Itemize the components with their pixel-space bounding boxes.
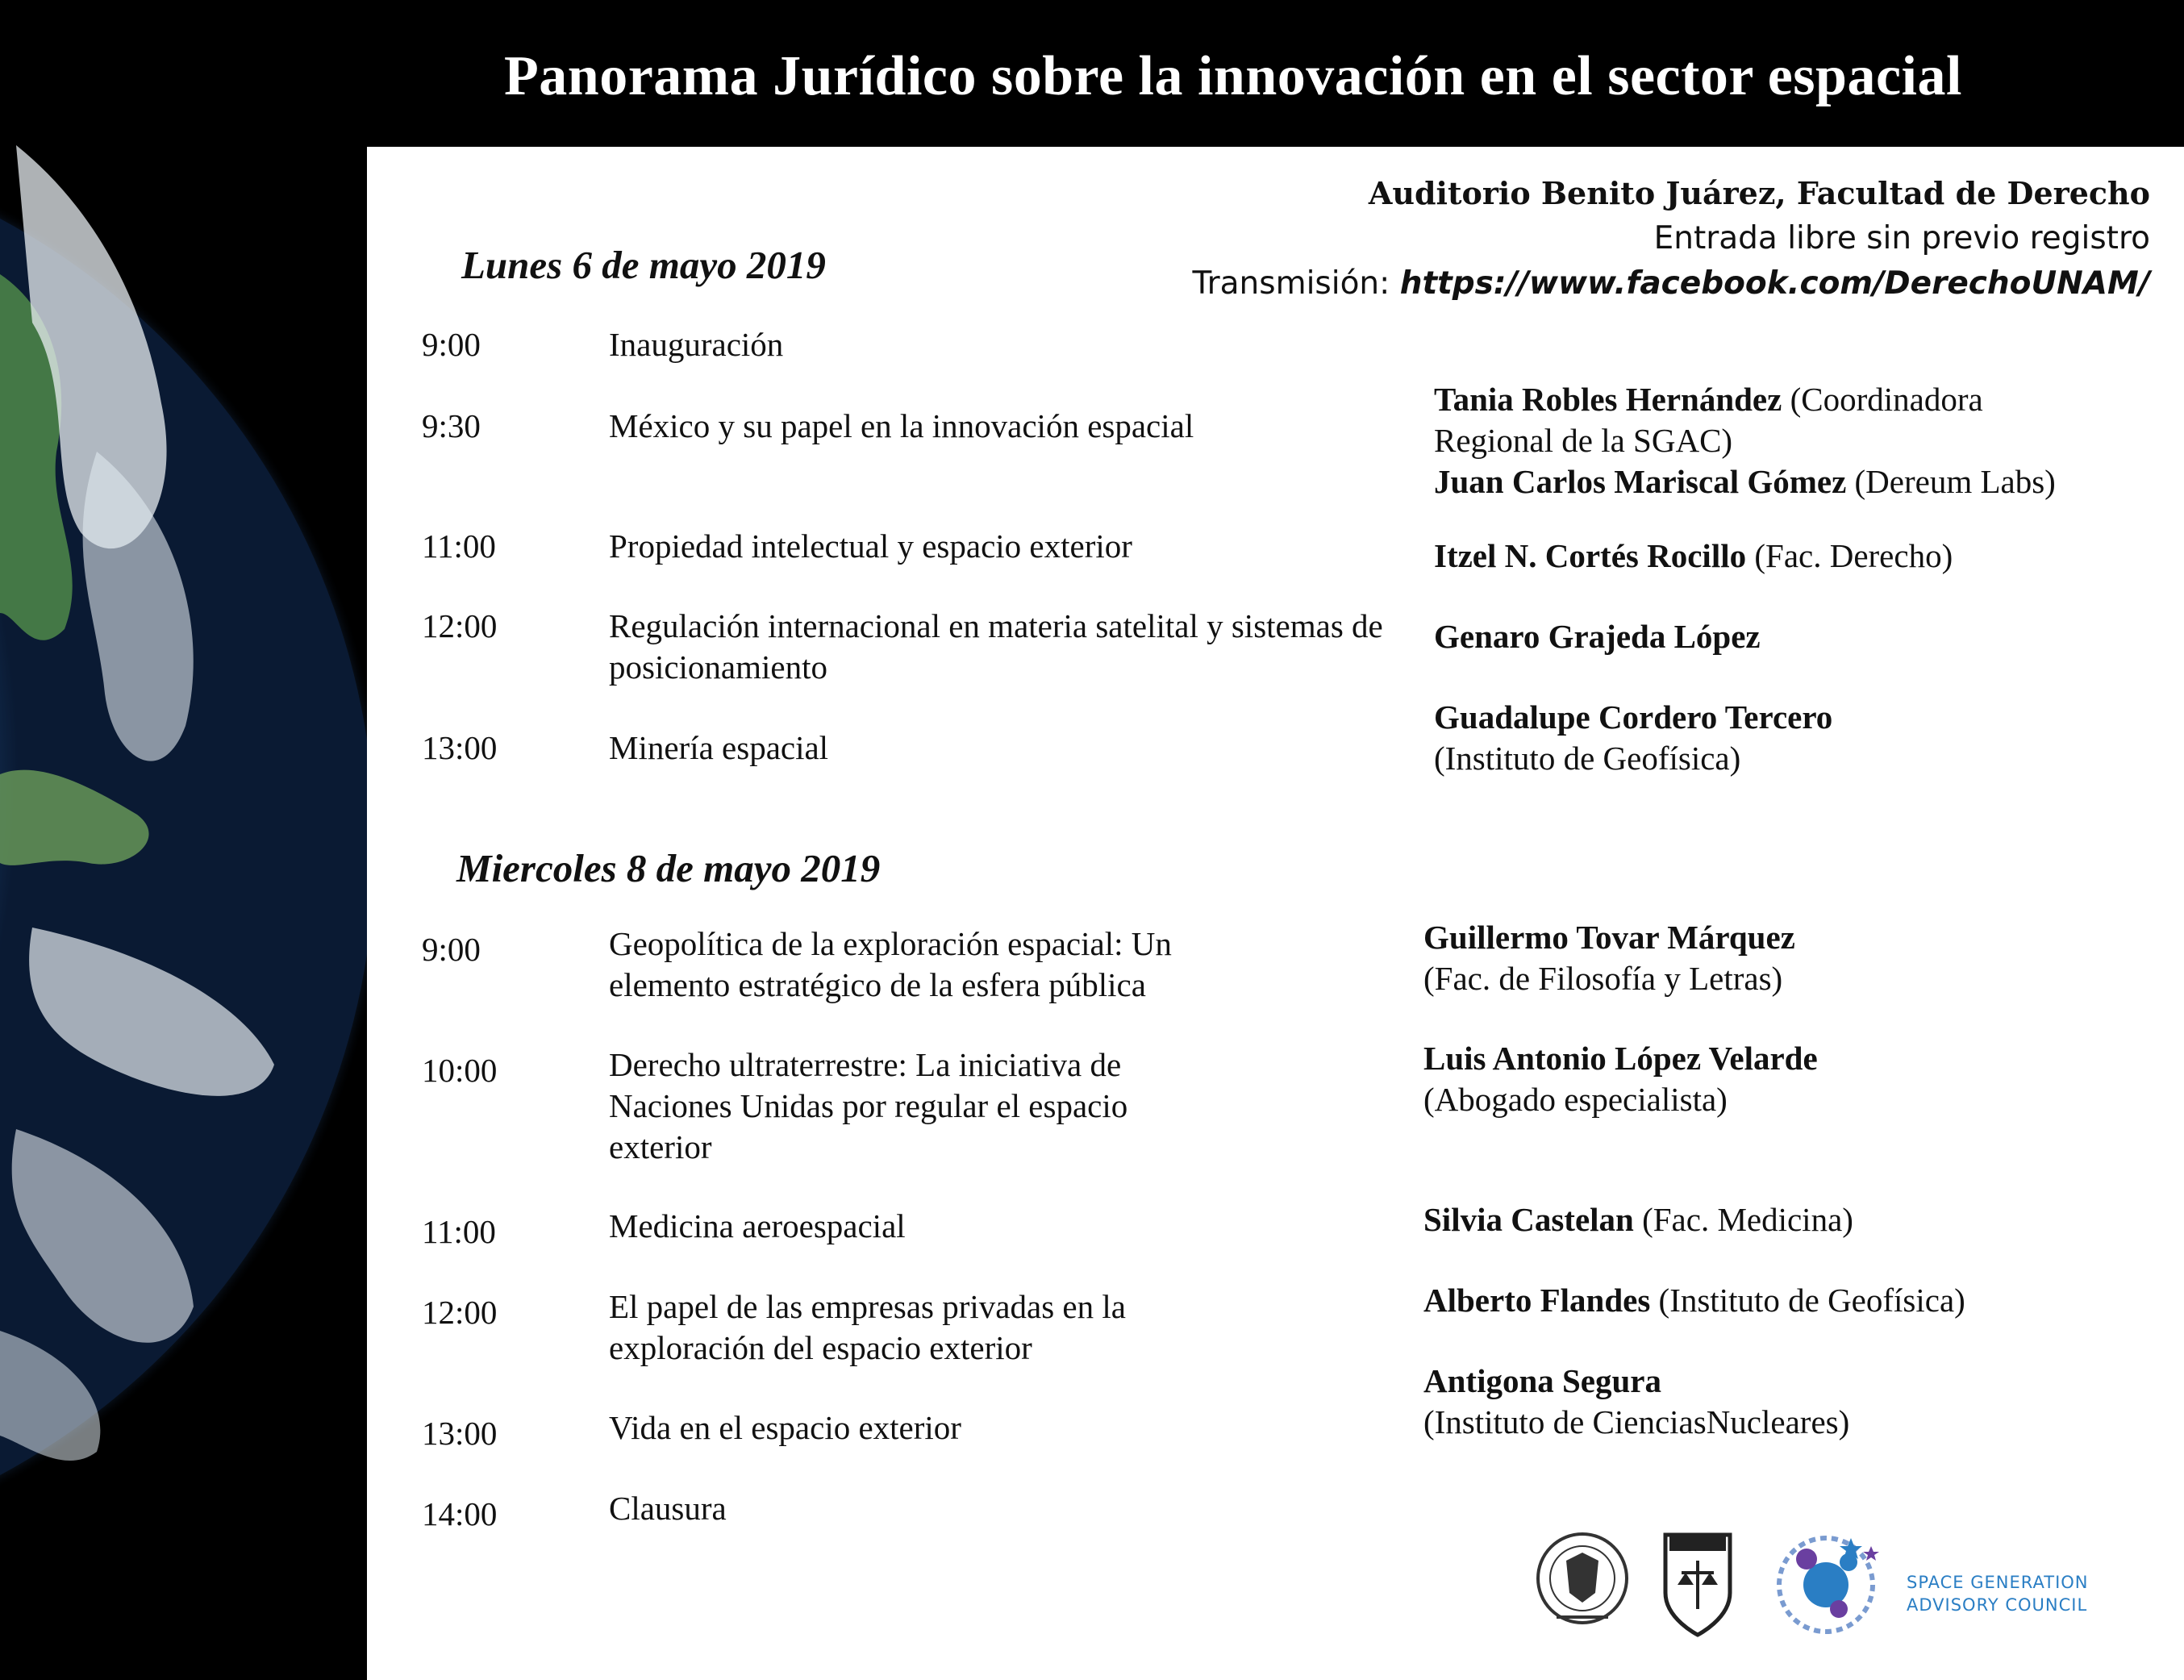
speaker [1434, 697, 1869, 779]
speaker-affiliation: (Dereum Labs) [1846, 463, 2056, 500]
session-time: 9:30 [422, 407, 481, 444]
speaker [1423, 1199, 2149, 1240]
speaker [1434, 461, 2160, 502]
speaker-name: Alberto Flandes [1423, 1282, 1651, 1319]
sgac-line2: ADVISORY COUNCIL [1907, 1595, 2088, 1615]
venue-place: Auditorio Benito Juárez, Facultad de Derecho [1368, 175, 2150, 211]
speaker-name: Itzel N. Cortés Rocillo [1434, 537, 1747, 574]
stream-label: Transmisión: [1192, 265, 1400, 302]
speaker-name: Antigona Segura [1423, 1362, 1662, 1399]
session-topic: El papel de las empresas privadas en la exploración del espacio exterior [609, 1288, 1126, 1366]
sgac-logo-icon [1779, 1538, 1879, 1632]
session-topic: Geopolítica de la exploración espacial: Un elemento estratégico de la esfera pública [609, 925, 1172, 1003]
sgac-line1: SPACE GENERATION [1907, 1573, 2089, 1592]
speaker-affiliation: (Coordinadora Regional de la SGAC) [1434, 381, 1983, 459]
speaker-name: Guillermo Tovar Márquez [1423, 919, 1795, 956]
speaker [1423, 917, 1907, 999]
session-time: 14:00 [422, 1495, 498, 1532]
session-topic: Regulación internacional en materia satelital y sistemas de posicionamiento [609, 607, 1383, 686]
session-topic: Medicina aeroespacial [609, 1207, 906, 1244]
speaker-name: Guadalupe Cordero Tercero [1434, 698, 1833, 736]
session-time: 9:00 [422, 326, 481, 363]
speaker [1423, 1038, 1907, 1120]
session-topic: Propiedad intelectual y espacio exterior [609, 527, 1132, 565]
day-heading: Miercoles 8 de mayo 2019 [456, 846, 881, 890]
session-topic: Vida en el espacio exterior [609, 1409, 961, 1446]
speaker-affiliation: (Instituto de Geofísica) [1650, 1282, 1965, 1319]
session-time: 13:00 [422, 729, 498, 766]
speaker [1423, 1361, 1988, 1443]
session-time: 13:00 [422, 1415, 498, 1452]
speaker-name: Silvia Castelan [1423, 1201, 1634, 1238]
title-bar [367, 0, 2184, 147]
speaker [1434, 616, 2160, 657]
session-topic: Clausura [609, 1490, 727, 1527]
speaker [1434, 379, 2079, 461]
speaker-affiliation: (Instituto de CienciasNucleares) [1423, 1403, 1850, 1440]
stream-link[interactable]: https://www.facebook.com/DerechoUNAM/ [1399, 265, 2150, 302]
speaker-name: Genaro Grajeda López [1434, 618, 1761, 655]
session-time: 9:00 [422, 931, 481, 968]
session-topic: México y su papel en la innovación espacial [609, 407, 1194, 444]
session-time: 12:00 [422, 607, 498, 644]
session-topic: Inauguración [609, 326, 784, 363]
sgac-wordmark [1907, 1571, 2089, 1616]
venue-entry: Entrada libre sin previo registro [1653, 220, 2150, 256]
day-heading: Lunes 6 de mayo 2019 [461, 243, 826, 287]
speaker-name: Tania Robles Hernández [1434, 381, 1782, 418]
speaker-affiliation: (Fac. de Filosofía y Letras) [1423, 960, 1783, 997]
earth-image [0, 0, 367, 1680]
page-title: Panorama Jurídico sobre la innovación en el sector espacial [504, 45, 1962, 107]
venue-stream [1193, 261, 2150, 306]
facultad-derecho-shield-icon [1665, 1535, 1730, 1635]
speaker [1434, 536, 2160, 577]
speaker-name: Juan Carlos Mariscal Gómez [1434, 463, 1847, 500]
session-topic: Minería espacial [609, 729, 829, 766]
speaker [1423, 1280, 2149, 1321]
speaker-affiliation: (Fac. Medicina) [1633, 1201, 1853, 1238]
speaker-affiliation: (Abogado especialista) [1423, 1081, 1728, 1118]
speaker-affiliation: (Fac. Derecho) [1746, 537, 1953, 574]
session-time: 11:00 [422, 527, 496, 565]
venue-info [1193, 171, 2150, 306]
session-topic: Derecho ultraterrestre: La iniciativa de Naciones Unidas por regular el espacio exterior [609, 1046, 1128, 1165]
speaker-affiliation: (Instituto de Geofísica) [1434, 740, 1741, 777]
speaker-name: Luis Antonio López Velarde [1423, 1040, 1818, 1077]
session-time: 11:00 [422, 1213, 496, 1250]
session-time: 12:00 [422, 1294, 498, 1331]
unam-seal-icon [1538, 1534, 1627, 1623]
session-time: 10:00 [422, 1052, 498, 1089]
